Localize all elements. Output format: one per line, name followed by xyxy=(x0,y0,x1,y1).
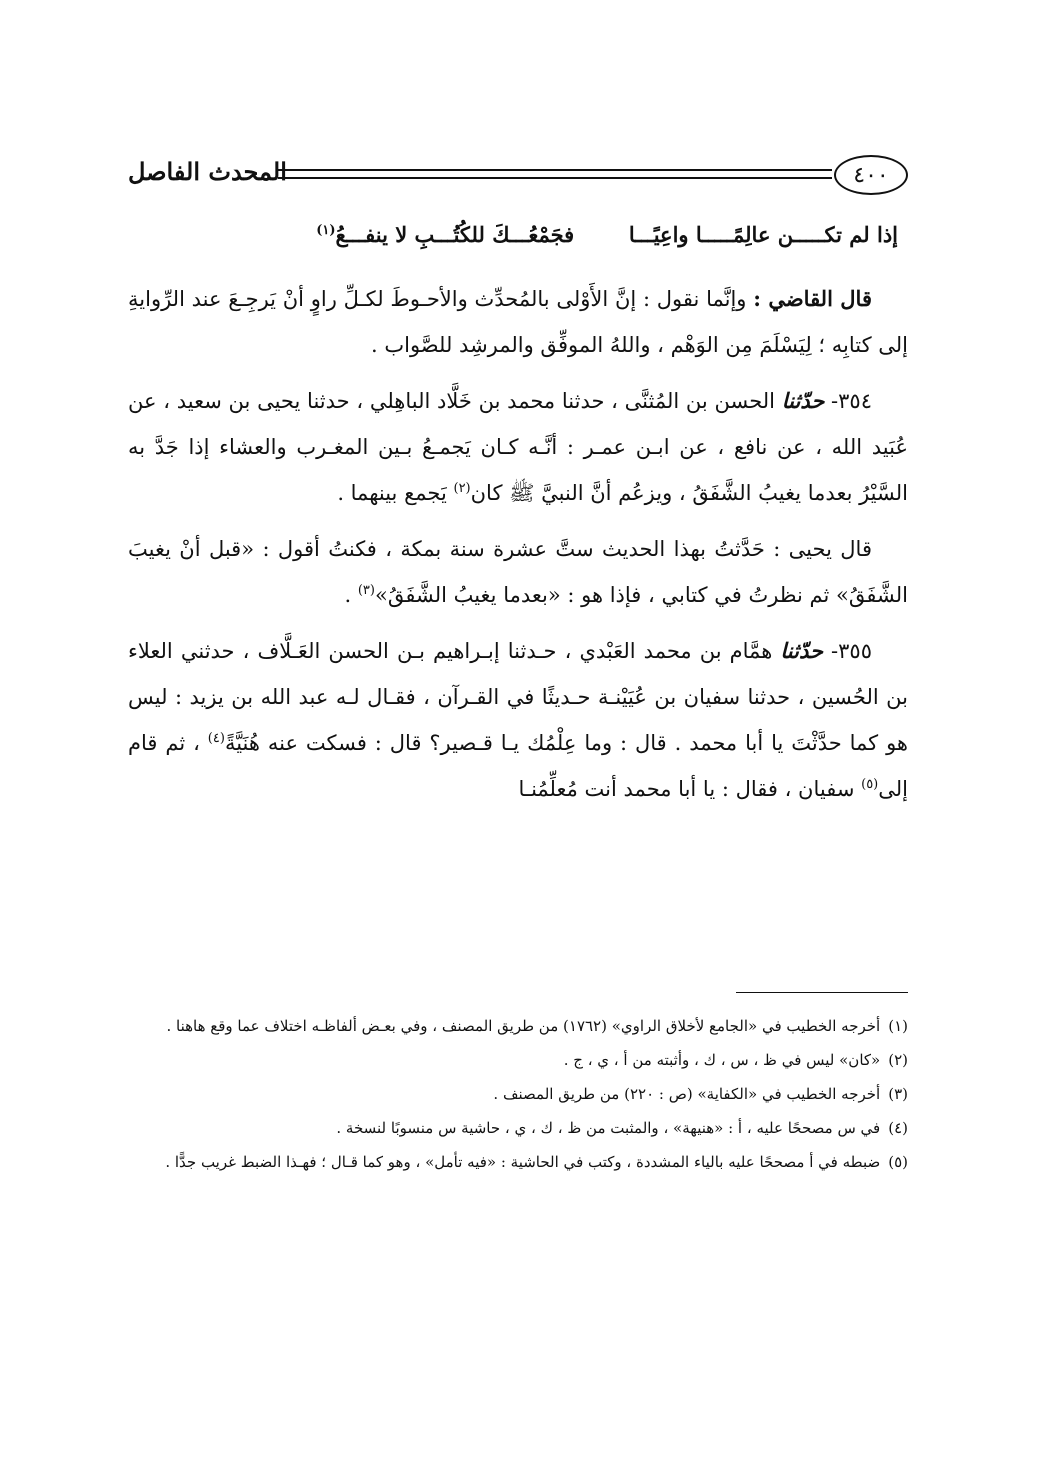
footnote-number: (١) xyxy=(888,1017,908,1035)
footnote-item xyxy=(128,1114,908,1142)
footnote-item xyxy=(128,1080,908,1108)
footnote-ref[interactable]: (٢) xyxy=(453,481,471,496)
paragraph-qadi xyxy=(128,276,908,368)
footnotes xyxy=(128,1012,908,1182)
verse-second-hemistich: فجَمْعُـــكَ للكُتُـــبِ لا ينفـــعُ xyxy=(335,222,575,247)
footnote-text: «كان» ليس في ظ ، س ، ك ، وأثبته من أ ، ي ، ج . xyxy=(563,1051,881,1069)
footnote-item xyxy=(128,1148,908,1176)
footnote-ref[interactable]: (٣) xyxy=(357,583,375,598)
hadith-text-end: سفيان ، فقال : يا أبا محمد أنت مُعلِّمُنـا xyxy=(518,777,855,801)
hadith-354 xyxy=(128,378,908,516)
footnote-ref[interactable]: (٤) xyxy=(207,731,225,746)
hadith-355 xyxy=(128,628,908,812)
hadith-number: ٣٥٤- xyxy=(831,389,872,413)
paragraph-lead: قال القاضي : xyxy=(753,286,872,311)
paragraph-text: وإنَّما نقول : إنَّ الأَوْلى بالمُحدِّث والأحـوطَ لكـلِّ راوٍ أنْ يَرجِـعَ عند الرِّوايةِ إلى كتابِه ؛ لِيَسْلَمَ مِن الوَهْم ، واللهُ الموفِّق والمرشِد للصَّواب . xyxy=(128,287,908,357)
footnote-number: (٣) xyxy=(888,1085,908,1103)
footnote-text: أخرجه الخطيب في «الكفاية» (ص : ٢٢٠) من طريق المصنف . xyxy=(493,1085,881,1103)
running-title: المحدث الفاصل xyxy=(128,157,287,186)
hadith-text: همَّام بن محمد العَبْدي ، حـدثنا إبـراهيم بـن الحسن العَـلَّاف ، حدثني العلاء بن الحُسين ، حدثنا سفيان بن عُيَيْنـة حـديثًا في القـرآن ، فقـال لـه عبد الله بن يزيد : ليس هو كما حدَّثْتَ يا أبا محمد . قال : وما عِلْمُك يـا قـصير؟ قال : فسكت عنه هُنَيَّةً xyxy=(128,639,909,755)
footnote-item xyxy=(128,1012,908,1040)
footnote-number: (٤) xyxy=(888,1119,908,1137)
hadith-number: ٣٥٥- xyxy=(831,639,872,663)
footnote-item xyxy=(128,1046,908,1074)
page-number: ٤٠٠ xyxy=(834,155,908,195)
footnote-number: (٢) xyxy=(888,1051,908,1069)
main-text xyxy=(128,212,908,822)
verse-first-hemistich: إذا لم تكـــــن عالِمًـــــا واعِيًـــا xyxy=(628,222,898,247)
verse-line xyxy=(128,212,908,258)
haddathana-word: حدّثنا xyxy=(781,388,825,413)
hadith-text-mid: ، ثم قام إلى xyxy=(128,731,908,801)
footnote-ref[interactable]: (٥) xyxy=(861,777,879,792)
footnote-ref[interactable]: (١) xyxy=(316,223,336,238)
footnote-text: ضبطه في أ مصححًا عليه بالياء المشددة ، وكتب في الحاشية : «فيه تأمل» ، وهو كما قـال ؛ فهـذا الضبط غريب جدًّا . xyxy=(165,1153,881,1171)
footnote-text: أخرجه الخطيب في «الجامع لأخلاق الراوي» (١٧٦٢) من طريق المصنف ، وفي بعـض ألفاظـه اختلاف عما وقع هاهنا . xyxy=(166,1017,881,1035)
paragraph-text-end: . xyxy=(344,583,358,607)
header-double-rule xyxy=(278,169,832,179)
page-header xyxy=(128,155,908,199)
paragraph-text: قال يحيى : حَدَّثتُ بهذا الحديث ستَّ عشرة سنة بمكة ، فكنتُ أقول : «قبل أنْ يغيبَ الشَّفَقُ» ثم نظرتُ في كتابي ، فإذا هو : «بعدما يغيبُ الشَّفَقُ» xyxy=(128,537,908,607)
hadith-text-end: يَجمع بينهما . xyxy=(337,481,447,505)
footnote-number: (٥) xyxy=(888,1153,908,1171)
footnote-separator xyxy=(736,992,908,993)
paragraph-yahya xyxy=(128,526,908,618)
footnote-text: في س مصححًا عليه ، أ : «هنيهة» ، والمثبت من ظ ، ك ، ي ، حاشية س منسوبًا لنسخة . xyxy=(336,1119,881,1137)
haddathana-word: حدّثنا xyxy=(780,638,823,663)
hadith-text: الحسن بن المُثنَّى ، حدثنا محمد بن خَلَّاد الباهِلي ، حدثنا يحيى بن سعيد ، عن عُبَيد الله ، عن نافع ، عن ابـن عمـر : أنَّـه كـان يَجمـعُ بـين المغـرب والعشاء إذا جَدَّ به السَّيْرُ بعدما يغيبُ الشَّفَقُ ، ويزعُم أنَّ النبيَّ ﷺ كان xyxy=(128,389,908,505)
